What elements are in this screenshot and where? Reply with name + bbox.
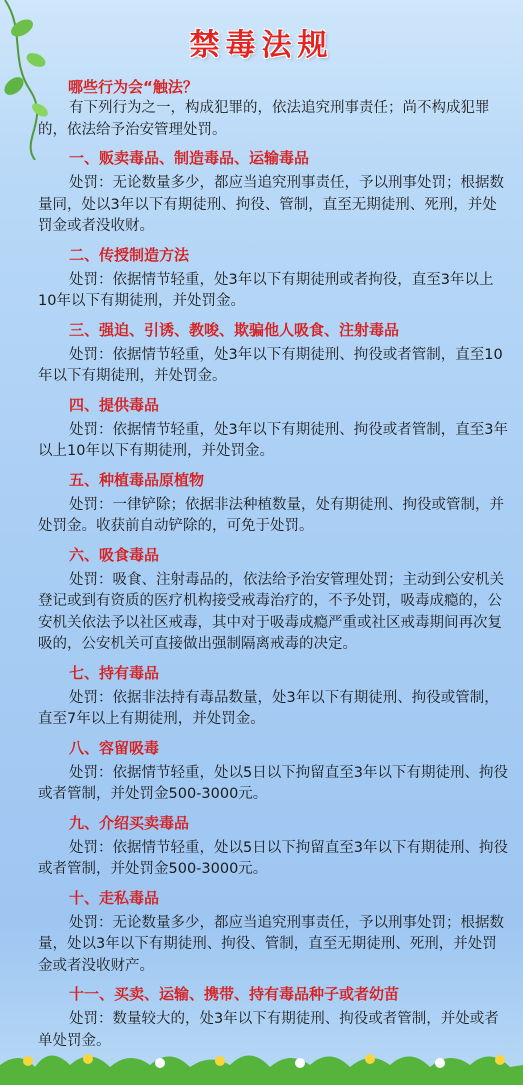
section-body: 处罚：依据情节轻重，处3年以下有期徒刑或者拘役，直至3年以上10年以下有期徒刑，并处罚金。 [38, 271, 494, 309]
intro-paragraph: 有下列行为之一，构成犯罪的，依法追究刑事责任；尚不构成犯罪的，依法给予治安管理处罚。 [38, 100, 490, 138]
section-body: 处罚：依据情节轻重，处以5日以下拘留直至3年以下有期徒刑、拘役或者管制，并处罚金500-3000元。 [38, 764, 508, 802]
section-body: 处罚：数量较大的，处3年以下有期徒刑、拘役或者管制，并处或者单处罚金。 [38, 1011, 499, 1049]
section-body: 处罚：依据情节轻重，处3年以下有期徒刑、拘役或者管制，直至3年以上10年以下有期徒刑，并处罚金。 [38, 421, 508, 459]
section-heading: 六、吸食毒品 [69, 545, 160, 564]
section-heading: 三、强迫、引诱、教唆、欺骗他人吸食、注射毒品 [69, 320, 400, 339]
section-body: 处罚：吸食、注射毒品的，依法给予治安管理处罚；主动到公安机关登记或到有资质的医疗机构接受戒毒治疗的，不予处罚，吸毒成瘾的，公安机关依法予以社区戒毒，其中对于吸毒成瘾严重或社区戒毒期间再次复吸的，公安机关可直接做出强制隔离戒毒的决定。 [38, 571, 504, 652]
section [38, 394, 510, 463]
section [38, 244, 510, 313]
section [38, 469, 510, 538]
section-body: 处罚：无论数量多少，都应当追究刑事责任，予以刑事处罚；根据数量同，处以3年以下有期徒刑、拘役、管制，直至无期徒刑、死刑，并处罚金或者没收财。 [38, 175, 504, 234]
section-body: 处罚：依据非法持有毒品数量，处3年以下有期徒刑、拘役或管制，直至7年以上有期徒刑，并处罚金。 [38, 689, 499, 727]
section-heading: 四、提供毒品 [69, 395, 160, 414]
section-heading: 五、种植毒品原植物 [69, 470, 205, 489]
section [38, 662, 510, 731]
section-body: 处罚：无论数量多少，都应当追究刑事责任，予以刑事处罚；根据数量，处以3年以下有期徒刑、拘役、管制，直至无期徒刑、死刑，并处罚金或者没收财产。 [38, 914, 504, 974]
section [38, 737, 510, 806]
content-area [38, 76, 510, 1052]
section-heading: 十一、买卖、运输、携带、持有毒品种子或者幼苗 [69, 985, 400, 1003]
page-title: 禁毒法规 [189, 28, 334, 63]
section-heading: 一、贩卖毒品、制造毒品、运输毒品 [69, 149, 310, 167]
section [38, 319, 510, 388]
section-heading: 十、走私毒品 [69, 888, 160, 907]
section-heading: 九、介绍买卖毒品 [69, 813, 190, 832]
section-body: 处罚：依据情节轻重，处3年以下有期徒刑、拘役或者管制，直至10年以下有期徒刑，并处罚金。 [38, 346, 503, 384]
section [38, 887, 510, 978]
section-heading: 七、持有毒品 [69, 663, 160, 682]
section-body: 处罚：一律铲除；依据非法种植数量，处有期徒刑、拘役或管制，并处罚金。收获前自动铲除的，可免于处罚。 [38, 496, 504, 534]
section [38, 544, 510, 656]
section [38, 147, 510, 238]
section-heading: 二、传授制造方法 [69, 245, 190, 264]
section-body: 处罚：依据情节轻重，处以5日以下拘留直至3年以下有期徒刑、拘役或者管制，并处罚金500-3000元。 [38, 839, 508, 877]
question-heading: 哪些行为会“触法？ [68, 78, 198, 96]
section [38, 812, 510, 881]
section-heading: 八、容留吸毒 [69, 738, 160, 757]
flower-grass-decoration-icon [0, 1025, 523, 1085]
